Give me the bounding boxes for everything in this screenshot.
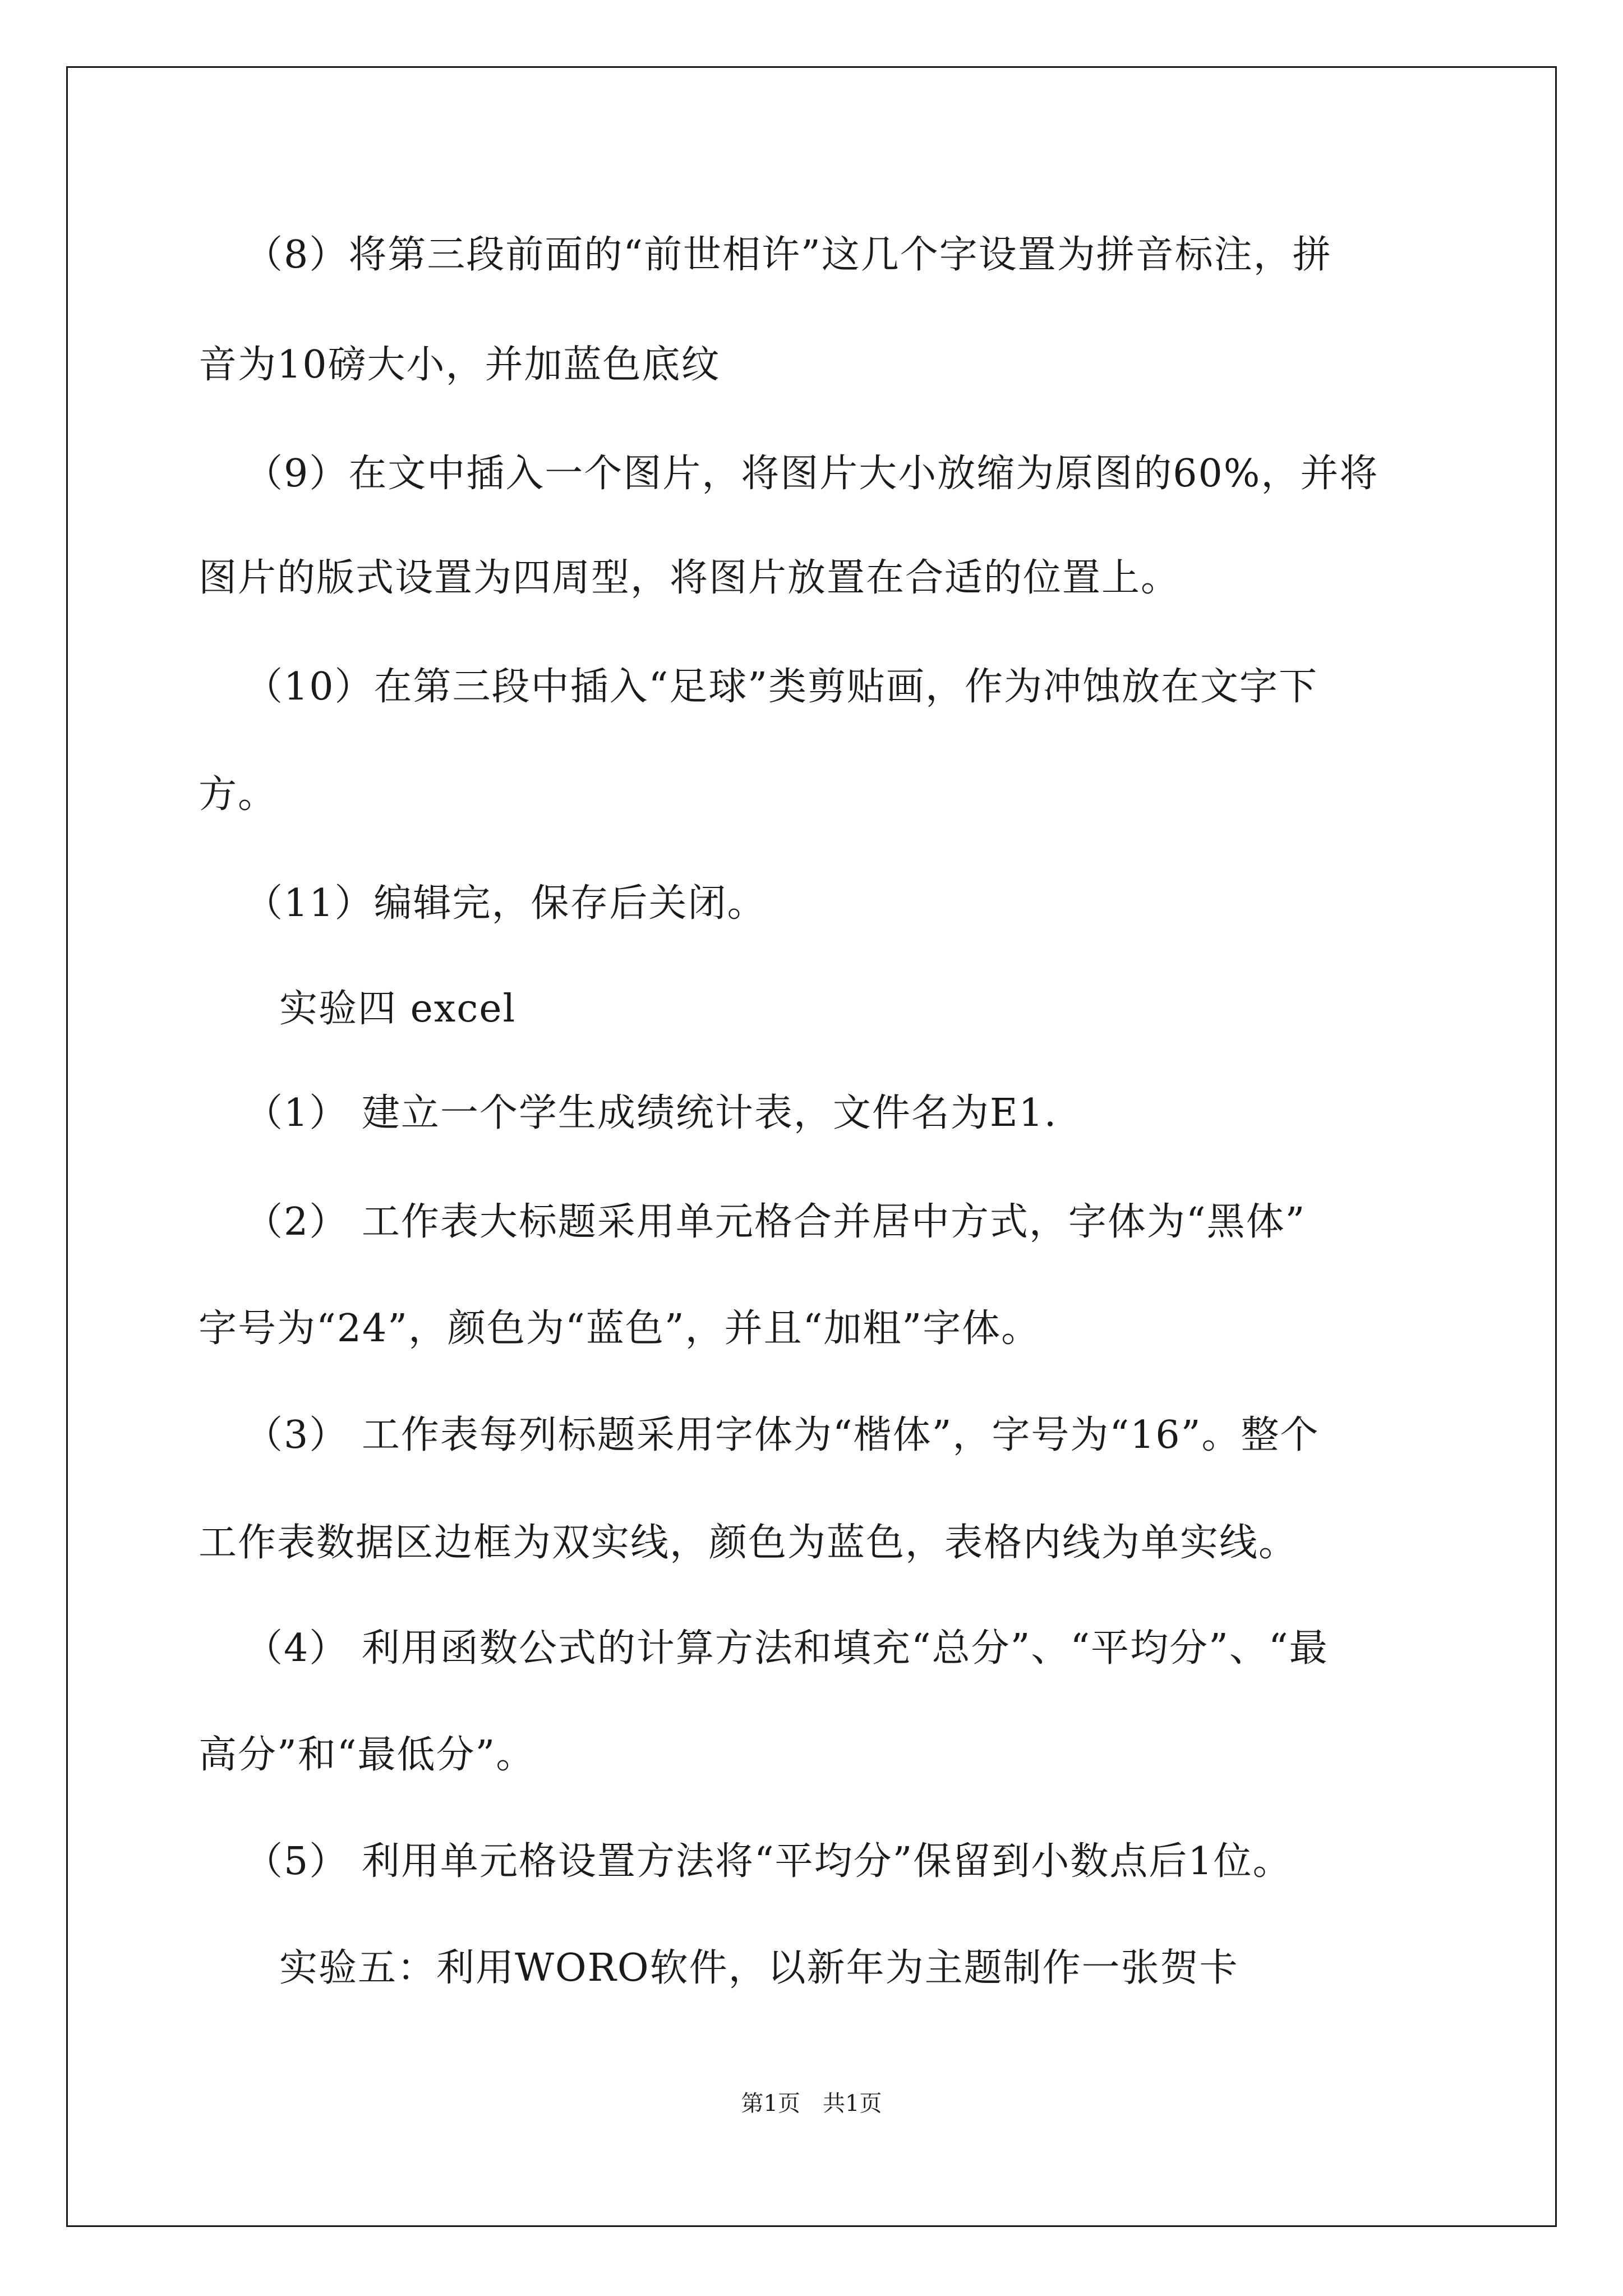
section-heading: 实验五：利用WORO软件，以新年为主题制作一张贺卡 (279, 1946, 1239, 1990)
text-line: （4） 利用函数公式的计算方法和填充“总分”、“平均分”、“最 (245, 1626, 1329, 1671)
text-line: 高分”和“最低分”。 (199, 1733, 536, 1777)
text-line: 字号为“24”，颜色为“蓝色”，并且“加粗”字体。 (199, 1306, 1041, 1351)
text-line: （2） 工作表大标题采用单元格合并居中方式，字体为“黑体” (245, 1200, 1306, 1244)
text-line: 工作表数据区边框为双实线，颜色为蓝色，表格内线为单实线。 (199, 1521, 1298, 1565)
text-line: （5） 利用单元格设置方法将“平均分”保留到小数点后1位。 (245, 1839, 1292, 1884)
text-line: 图片的版式设置为四周型，将图片放置在合适的位置上。 (199, 556, 1181, 600)
text-line: （8）将第三段前面的“前世相许”这几个字设置为拼音标注，拼 (245, 233, 1332, 277)
text-line: （9）在文中插入一个图片，将图片大小放缩为原图的60%，并将 (245, 452, 1379, 496)
text-line: （11）编辑完，保存后关闭。 (245, 881, 767, 926)
text-line: 音为10磅大小，并加蓝色底纹 (199, 343, 721, 387)
section-heading: 实验四 excel (279, 987, 517, 1031)
text-line: 方。 (199, 772, 278, 817)
text-line: （3） 工作表每列标题采用字体为“楷体”，字号为“16”。整个 (245, 1413, 1320, 1457)
page-border (66, 66, 1557, 2227)
text-line: （1） 建立一个学生成绩统计表，文件名为E1. (245, 1091, 1058, 1135)
page-footer: 第1页 共1页 (741, 2091, 882, 2116)
text-line: （10）在第三段中插入“足球”类剪贴画，作为冲蚀放在文字下 (245, 665, 1318, 709)
